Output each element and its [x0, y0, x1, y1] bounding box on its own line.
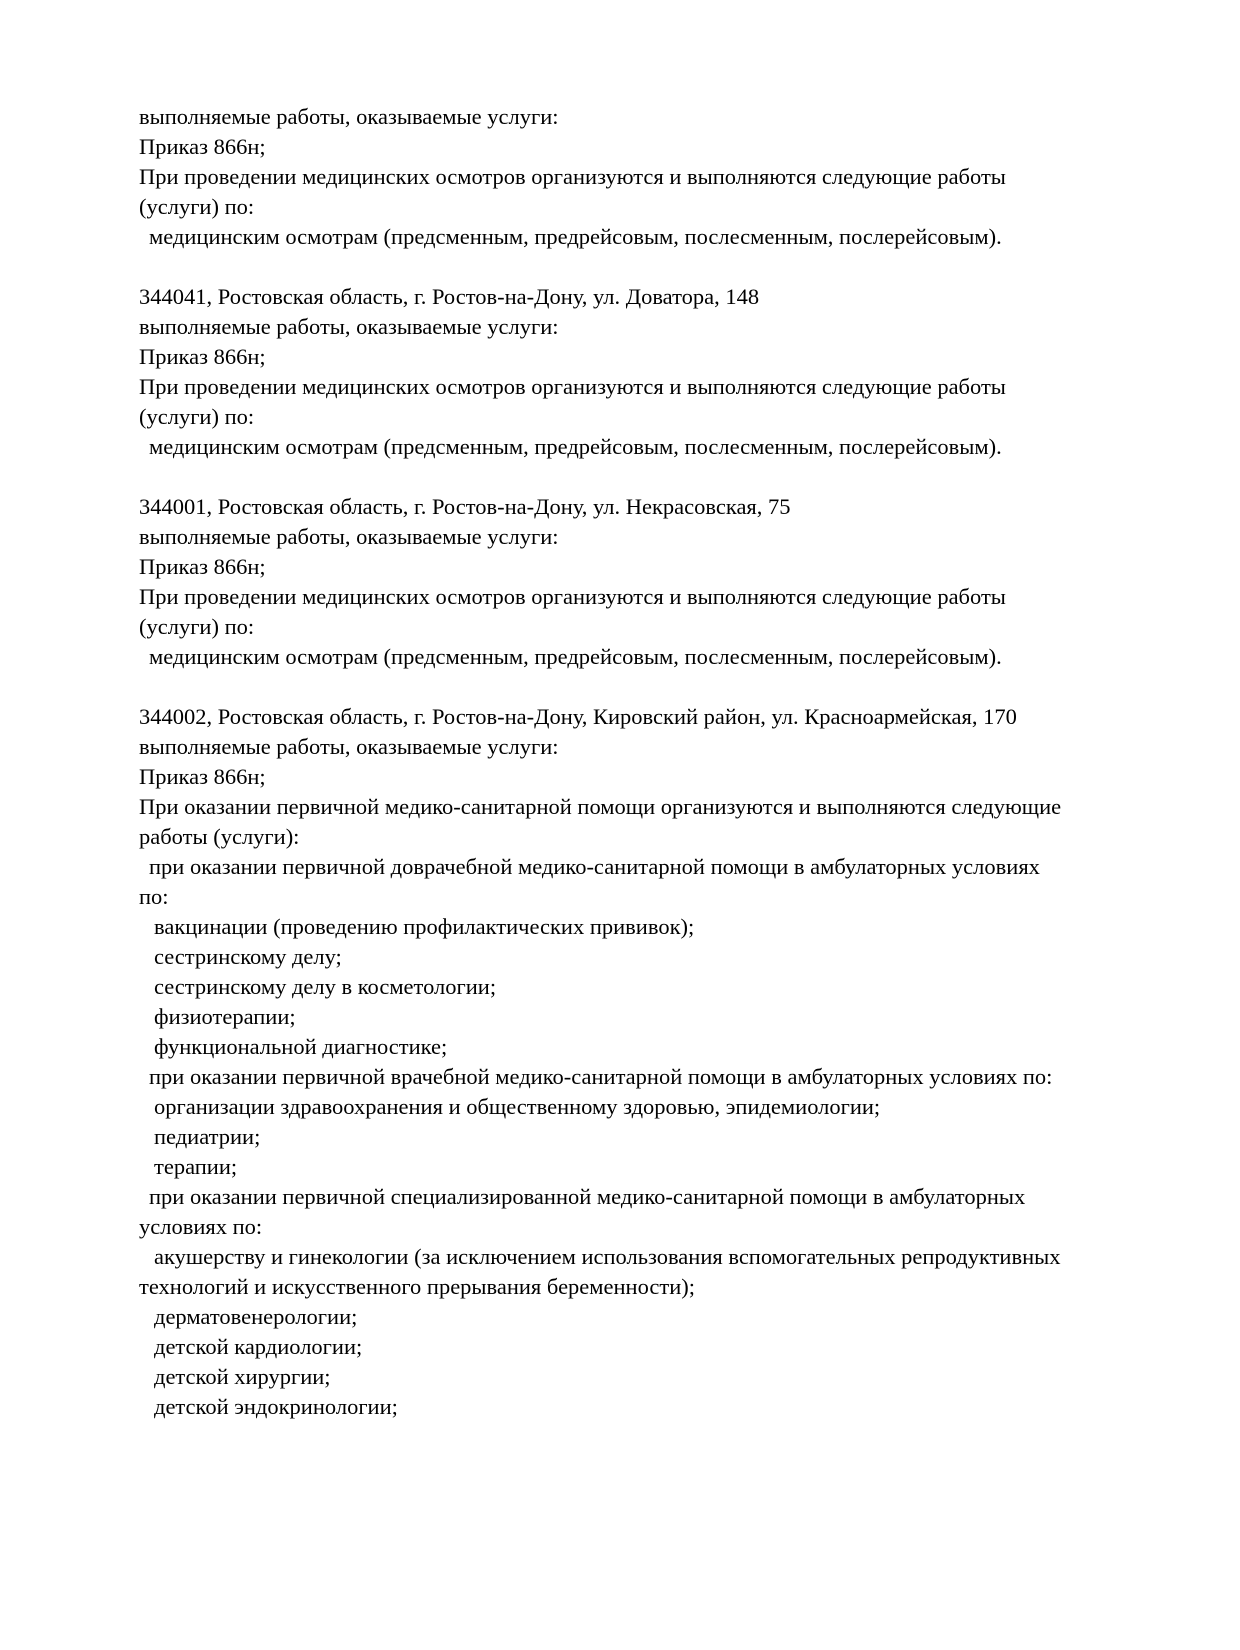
document-line: (услуги) по:: [139, 614, 255, 639]
document-line: выполняемые работы, оказываемые услуги:: [139, 314, 559, 339]
document-line: детской хирургии;: [154, 1364, 331, 1389]
document-line: организации здравоохранения и общественному здоровью, эпидемиологии;: [154, 1094, 881, 1119]
document-line: сестринскому делу в косметологии;: [154, 974, 497, 999]
document-line: (услуги) по:: [139, 404, 255, 429]
license-document-content: [139, 102, 1153, 1452]
document-line: 344001, Ростовская область, г. Ростов-на-Дону, ул. Некрасовская, 75: [139, 494, 791, 519]
document-line: функциональной диагностике;: [154, 1034, 448, 1059]
document-line: выполняемые работы, оказываемые услуги:: [139, 734, 559, 759]
document-line: детской эндокринологии;: [154, 1394, 398, 1419]
document-line: Приказ 866н;: [139, 344, 266, 369]
document-line: условиях по:: [139, 1214, 263, 1239]
document-line: При проведении медицинских осмотров организуются и выполняются следующие работы: [139, 164, 1006, 189]
document-line: детской кардиологии;: [154, 1334, 363, 1359]
document-line: педиатрии;: [154, 1124, 261, 1149]
document-line: Приказ 866н;: [139, 134, 266, 159]
document-line: 344041, Ростовская область, г. Ростов-на-Дону, ул. Доватора, 148: [139, 284, 760, 309]
document-line: терапии;: [154, 1154, 238, 1179]
document-line: дерматовенерологии;: [154, 1304, 358, 1329]
document-line: технологий и искусственного прерывания беременности);: [139, 1274, 696, 1299]
document-line: при оказании первичной врачебной медико-санитарной помощи в амбулаторных условиях по:: [149, 1064, 1053, 1089]
section-344041: [139, 282, 1153, 462]
document-line: при оказании первичной специализированной медико-санитарной помощи в амбулаторных: [149, 1184, 1026, 1209]
document-line: медицинским осмотрам (предсменным, предрейсовым, послесменным, послерейсовым).: [149, 224, 1002, 249]
section-carryover: [139, 102, 1153, 252]
section-344002: [139, 702, 1153, 1422]
document-line: физиотерапии;: [154, 1004, 296, 1029]
document-line: вакцинации (проведению профилактических прививок);: [154, 914, 695, 939]
document-line: медицинским осмотрам (предсменным, предрейсовым, послесменным, послерейсовым).: [149, 644, 1002, 669]
document-line: при оказании первичной доврачебной медико-санитарной помощи в амбулаторных условиях: [149, 854, 1040, 879]
document-line: Приказ 866н;: [139, 554, 266, 579]
document-line: Приказ 866н;: [139, 764, 266, 789]
document-line: выполняемые работы, оказываемые услуги:: [139, 524, 559, 549]
document-line: 344002, Ростовская область, г. Ростов-на-Дону, Кировский район, ул. Красноармейская, 170: [139, 704, 1017, 729]
document-line: по:: [139, 884, 169, 909]
document-line: сестринскому делу;: [154, 944, 342, 969]
document-line: выполняемые работы, оказываемые услуги:: [139, 104, 559, 129]
document-line: работы (услуги):: [139, 824, 300, 849]
document-line: При оказании первичной медико-санитарной помощи организуются и выполняются следующие: [139, 794, 1062, 819]
document-line: акушерству и гинекологии (за исключением использования вспомогательных репродуктивных: [154, 1244, 1061, 1269]
document-line: При проведении медицинских осмотров организуются и выполняются следующие работы: [139, 584, 1006, 609]
section-344001: [139, 492, 1153, 672]
document-line: При проведении медицинских осмотров организуются и выполняются следующие работы: [139, 374, 1006, 399]
document-line: медицинским осмотрам (предсменным, предрейсовым, послесменным, послерейсовым).: [149, 434, 1002, 459]
document-line: (услуги) по:: [139, 194, 255, 219]
